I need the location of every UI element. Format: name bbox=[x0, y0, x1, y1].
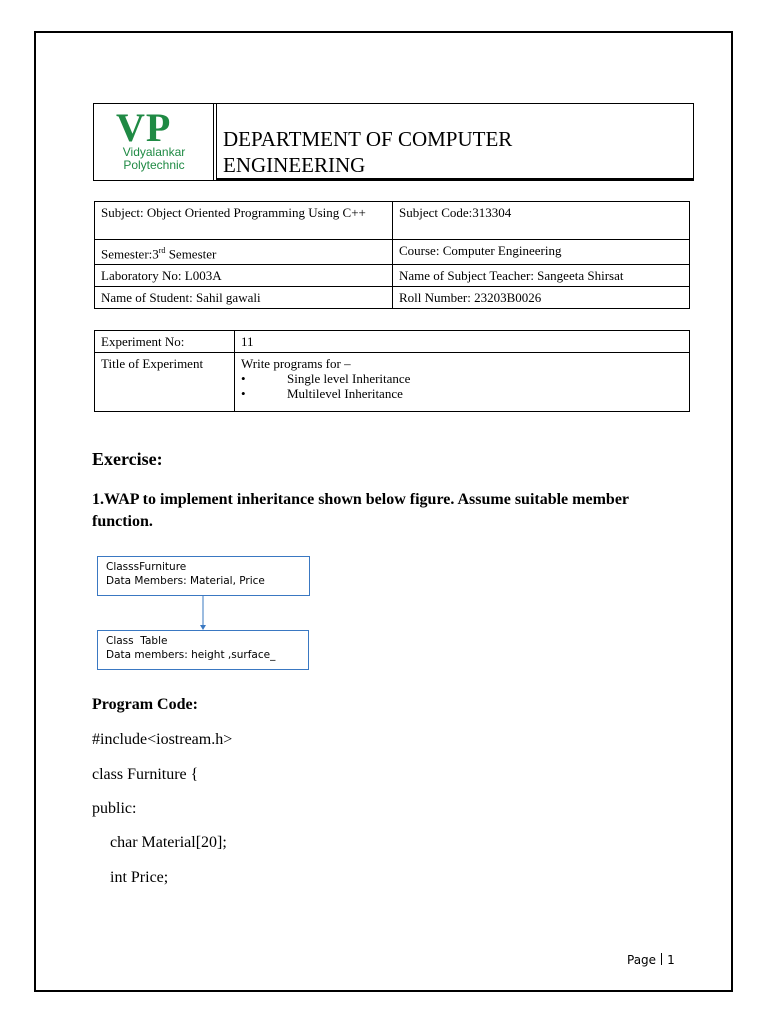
code-line: int Price; bbox=[110, 869, 169, 886]
logo-name bbox=[100, 146, 208, 172]
code-line: public: bbox=[92, 800, 137, 817]
semester-prefix: Semester:3 bbox=[101, 246, 159, 262]
table-row bbox=[95, 353, 690, 412]
title-intro: Write programs for – bbox=[241, 356, 351, 371]
code-line: class Furniture { bbox=[92, 766, 199, 783]
exercise-question: 1.WAP to implement inheritance shown below figure. Assume suitable member function. bbox=[92, 491, 629, 530]
bullet: • bbox=[241, 371, 246, 386]
table-row bbox=[95, 287, 690, 309]
title-value bbox=[235, 353, 690, 412]
header-box bbox=[93, 103, 694, 181]
logo-name-line1: Vidyalankar bbox=[122, 145, 186, 159]
title-item bbox=[241, 386, 683, 401]
teacher-cell: Name of Subject Teacher: Sangeeta Shirsat bbox=[393, 265, 690, 287]
experiment-no-label: Experiment No: bbox=[95, 331, 235, 353]
footer-separator bbox=[661, 953, 662, 965]
inheritance-diagram bbox=[90, 550, 320, 680]
course-cell: Course: Computer Engineering bbox=[393, 240, 690, 265]
title-item-text: Single level Inheritance bbox=[287, 371, 411, 386]
experiment-table bbox=[94, 330, 690, 412]
subject-code-cell: Subject Code:313304 bbox=[393, 202, 690, 240]
student-cell: Name of Student: Sahil gawali bbox=[95, 287, 393, 309]
department-title bbox=[223, 126, 603, 178]
experiment-no-value: 11 bbox=[235, 331, 690, 353]
base-class-name: ClasssFurniture bbox=[106, 561, 187, 573]
lab-no-cell: Laboratory No: L003A bbox=[95, 265, 393, 287]
logo-name-line2: Polytechnic bbox=[123, 158, 185, 172]
base-class-members: Data Members: Material, Price bbox=[106, 575, 265, 587]
bullet: • bbox=[241, 386, 246, 401]
derived-class-box bbox=[97, 630, 309, 670]
page-number: 1 bbox=[667, 953, 675, 967]
department-cell bbox=[216, 104, 693, 180]
derived-class-name: Class Table bbox=[106, 635, 168, 647]
table-row bbox=[95, 265, 690, 287]
program-code-heading: Program Code: bbox=[92, 696, 198, 713]
semester-cell bbox=[95, 240, 393, 265]
semester-sup: rd bbox=[158, 246, 166, 255]
subject-cell: Subject: Object Oriented Programming Using C++ bbox=[95, 202, 393, 240]
roll-number-cell: Roll Number: 23203B0026 bbox=[393, 287, 690, 309]
logo-initials: VP bbox=[116, 105, 172, 150]
page-label: Page bbox=[627, 953, 657, 967]
exercise-heading: Exercise: bbox=[92, 449, 163, 469]
info-table bbox=[94, 201, 690, 309]
title-item-text: Multilevel Inheritance bbox=[287, 386, 403, 401]
table-row bbox=[95, 202, 690, 240]
department-title-line1: DEPARTMENT OF COMPUTER bbox=[223, 127, 513, 151]
derived-class-members: Data members: height ,surface_ bbox=[106, 649, 276, 661]
code-line: #include<iostream.h> bbox=[92, 731, 233, 748]
page-footer bbox=[627, 953, 675, 967]
table-row bbox=[95, 331, 690, 353]
title-label: Title of Experiment bbox=[95, 353, 235, 412]
logo bbox=[94, 104, 214, 180]
department-title-line2: ENGINEERING bbox=[223, 153, 366, 177]
semester-suffix: Semester bbox=[165, 246, 217, 262]
table-row bbox=[95, 240, 690, 265]
title-item bbox=[241, 371, 683, 386]
code-line: char Material[20]; bbox=[110, 834, 227, 851]
